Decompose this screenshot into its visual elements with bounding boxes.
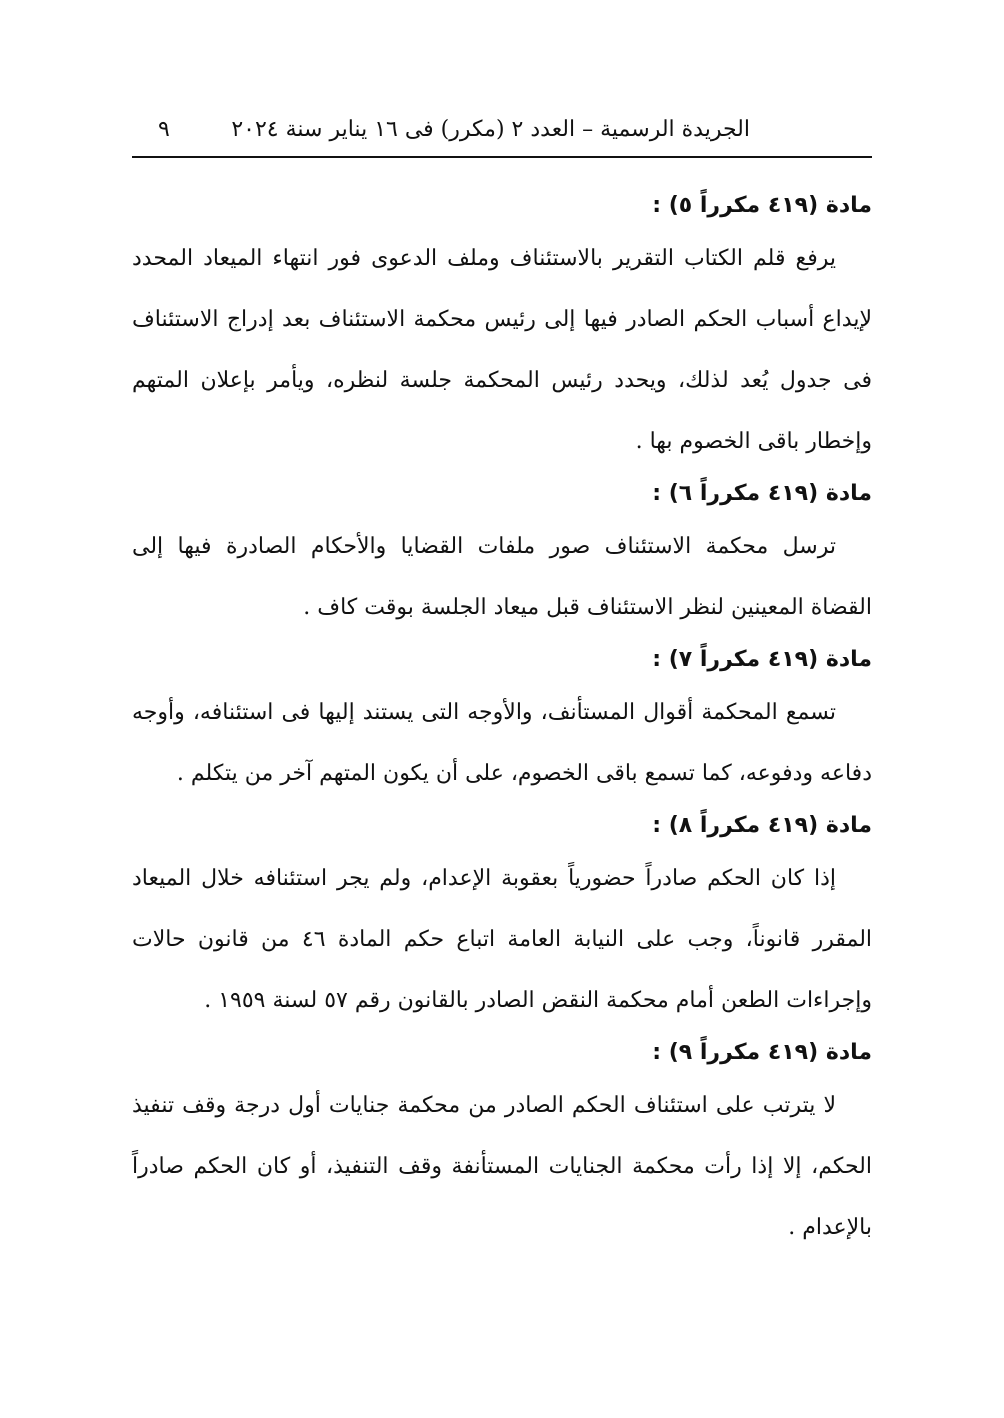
article-5: [132, 186, 872, 472]
article-text: ترسل محكمة الاستئناف صور ملفات القضايا والأحكام الصادرة فيها إلى القضاة المعينين لنظر الاستئناف قبل ميعاد الجلسة بوقت كاف .: [132, 534, 872, 620]
article-heading: مادة (٤١٩ مكرراً ٩) :: [652, 1040, 872, 1065]
article-9: [132, 1033, 872, 1258]
article-body: [132, 848, 872, 1031]
gazette-title: الجريدة الرسمية – العدد ٢ (مكرر) فى ١٦ يناير سنة ٢٠٢٤: [231, 117, 750, 142]
article-8: [132, 806, 872, 1031]
article-heading: مادة (٤١٩ مكرراً ٦) :: [652, 481, 872, 506]
article-text: إذا كان الحكم صادراً حضورياً بعقوبة الإعدام، ولم يجر استئنافه خلال الميعاد المقرر قانوناً، وجب على النيابة العامة اتباع حكم المادة ٤٦ من قانون حالات وإجراءات الطعن أمام محكمة النقض الصادر بالقانون رقم ٥٧ لسنة ١٩٥٩ .: [132, 866, 873, 1013]
article-text: لا يترتب على استئناف الحكم الصادر من محكمة جنايات أول درجة وقف تنفيذ الحكم، إلا إذا رأت محكمة الجنايات المستأنفة وقف التنفيذ، أو كان الحكم صادراً بالإعدام .: [132, 1093, 872, 1240]
article-heading: مادة (٤١٩ مكرراً ٥) :: [652, 193, 872, 218]
article-6: [132, 474, 872, 638]
page-content: [132, 186, 872, 1258]
article-text: تسمع المحكمة أقوال المستأنف، والأوجه التى يستند إليها فى استئنافه، وأوجه دفاعه ودفوعه، كما تسمع باقى الخصوم، على أن يكون المتهم آخر من يتكلم .: [132, 700, 872, 786]
page-number: ٩: [158, 117, 170, 142]
page-header: [132, 114, 872, 158]
article-heading: مادة (٤١٩ مكرراً ٨) :: [652, 813, 872, 838]
article-body: [132, 228, 872, 472]
article-body: [132, 682, 872, 804]
article-body: [132, 1075, 872, 1258]
article-body: [132, 516, 872, 638]
article-7: [132, 640, 872, 804]
article-text: يرفع قلم الكتاب التقرير بالاستئناف وملف الدعوى فور انتهاء الميعاد المحدد لإيداع أسباب الحكم الصادر فيها إلى رئيس محكمة الاستئناف بعد إدراج الاستئناف فى جدول يُعد لذلك، ويحدد رئيس المحكمة جلسة لنظره، ويأمر بإعلان المتهم وإخطار باقى الخصوم بها .: [132, 246, 872, 454]
article-heading: مادة (٤١٩ مكرراً ٧) :: [652, 647, 872, 672]
